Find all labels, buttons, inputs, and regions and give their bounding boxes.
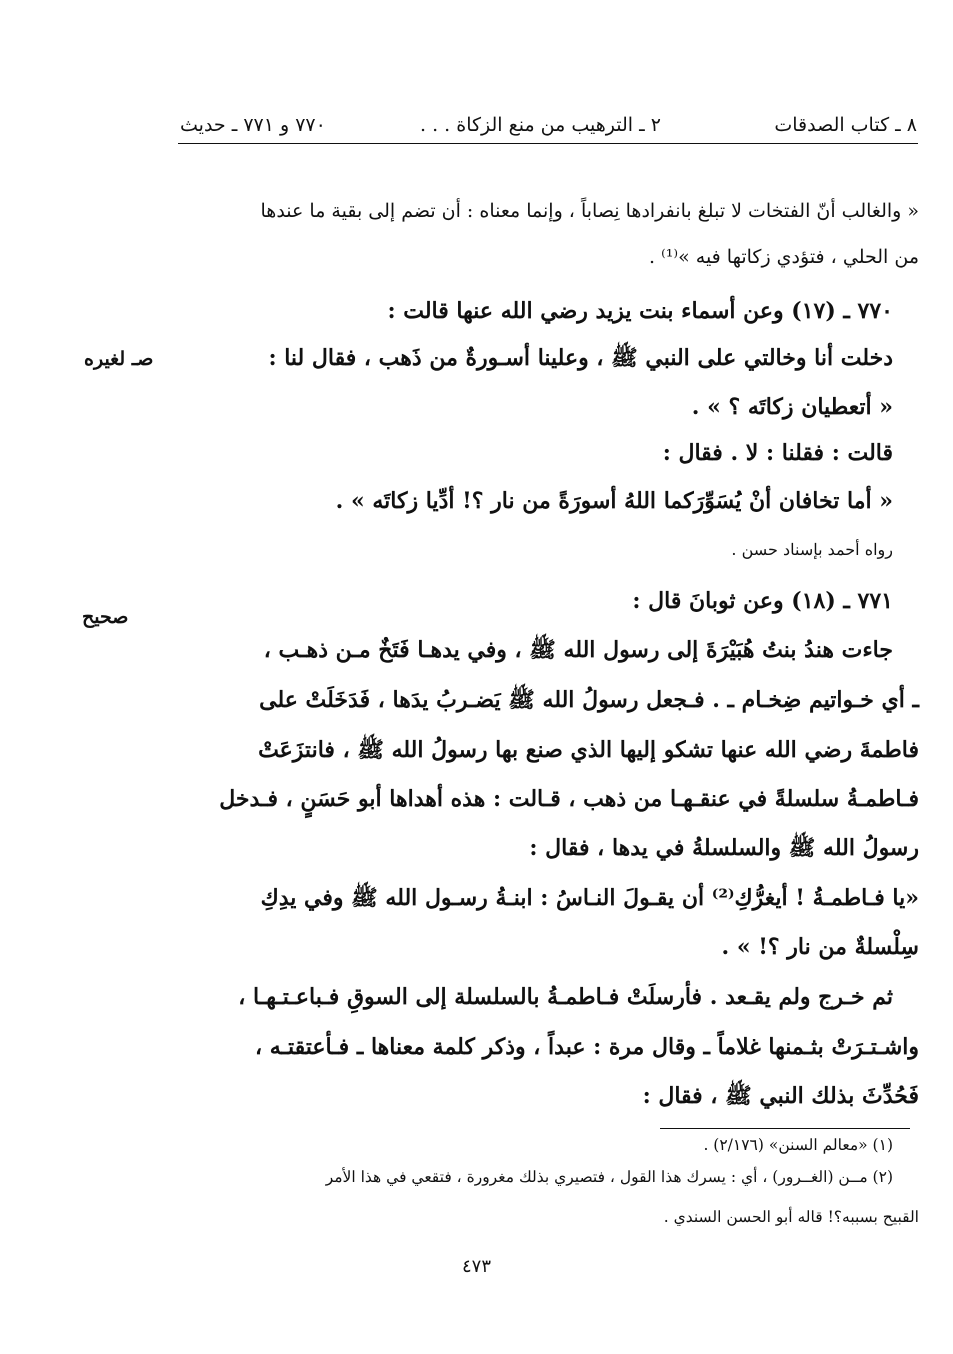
margin-grade-note: صـ لغيره	[84, 348, 154, 370]
header-chapter-title: ٢ ـ الترهيب من منع الزكاة . . .	[420, 114, 661, 136]
body-line: « أما تخافان أنْ يُسَوِّرَكما اللهُ أسورَةً من نار ؟! أدِّيا زكاتَه » .	[335, 488, 893, 514]
body-line: ثم خـرج ولم يقـعد . فأرسلَتْ فـاطمـةُ بالسلسلة إلى السوقِ فـباعـتـهـا ،	[238, 984, 893, 1010]
hadith-heading: ٧٧٠ ـ (١٧) وعن أسماء بنت يزيد رضي الله عنها قالت :	[387, 298, 893, 324]
body-line: جاءت هندُ بنتُ هُبَيْرَةَ إلى رسول الله ﷺ ، وفي يدهـا فَتَخٌ مـن ذهـب ،	[263, 637, 893, 663]
body-line: من الحلي ، فتؤدي زكاتها فيه »⁽¹⁾ .	[649, 246, 919, 268]
page-number: ٤٧٣	[461, 1256, 491, 1277]
source-note: رواه أحمد بإسناد حسن .	[731, 540, 893, 559]
margin-grade-note: صحيح	[82, 606, 129, 628]
body-line: سِلْسلةٌ من نار ؟! » .	[721, 934, 919, 960]
body-line: «يا فـاطمـةُ ! أيغرُّكِ⁽²⁾ أن يقـولَ النـاسُ : ابنـةُ رسـول الله ﷺ وفي يدِكِ	[260, 885, 919, 911]
body-line: ـ أي خـواتيم ضِخـام ـ . فـجعل رسولُ الله ﷺ يَضـربُ يدَها ، فَدَخَلَتْ على	[259, 687, 919, 713]
body-line: واشـتـرَتْ بثـمنها غلاماً ـ وقال مرة : عبداً ، وذكر كلمة معناها ـ فـأعتقتـه ،	[254, 1034, 919, 1060]
body-line: دخلت أنا وخالتي على النبي ﷺ ، وعلينا أسـورةٌ من ذَهب ، فقال لنا :	[268, 345, 893, 371]
header-rule	[178, 143, 918, 144]
footnote: القبيح بسببه؟! قاله أبو الحسن السندي .	[663, 1208, 919, 1226]
body-line: رسولُ الله ﷺ والسلسلةُ في يدها ، فقال :	[529, 835, 919, 861]
hadith-heading: ٧٧١ ـ (١٨) وعن ثوبانَ قال :	[632, 588, 893, 614]
body-line: فاطمةَ رضي الله عنها تشكو إليها الذي صنع بها رسولُ الله ﷺ ، فانتزَعَتْ	[258, 737, 919, 763]
body-line: « والغالب أنّ الفتخات لا تبلغ بانفرادها نِصاباً ، وإنما معناه : أن تضم إلى بقية ما عندها	[260, 200, 919, 222]
footnote: (٢) مــن (الغــرور) ، أي : يسرك هذا القول ، فتصيري بذلك مغرورة ، فتقعي في هذا الأمر	[325, 1168, 893, 1186]
header-hadith-range: ٧٧٠ و ٧٧١ ـ حديث	[180, 114, 326, 136]
body-line: « أتعطيان زكاتَه ؟ » .	[691, 394, 893, 420]
header-book-title: ٨ ـ كتاب الصدقات	[774, 114, 917, 136]
body-line: قالت : فقلنا : لا . فقال :	[662, 440, 893, 466]
footnote: (١) «معالم السنن» (٢/١٧٦) .	[703, 1136, 893, 1154]
body-line: فَحُدِّثَ بذلك النبي ﷺ ، فقال :	[642, 1083, 919, 1109]
footnote-rule	[660, 1128, 910, 1129]
body-line: فـاطمـةُ سلسلةً في عنقـهـا من ذهب ، قـالت : هذه أهداها أبو حَسَنٍ ، فـدخل	[219, 786, 919, 812]
